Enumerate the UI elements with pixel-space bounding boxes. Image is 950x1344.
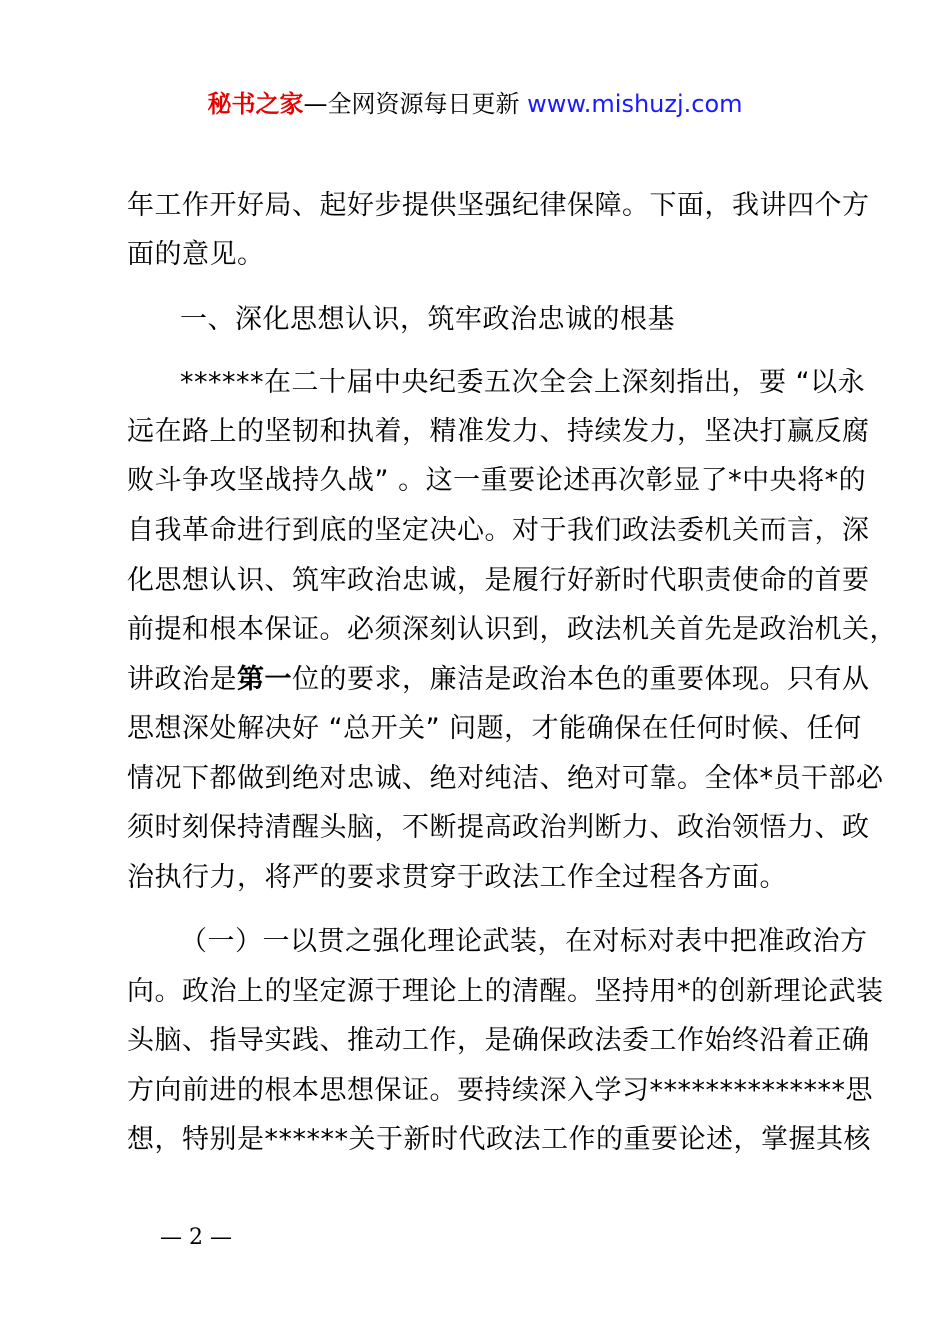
text-line: 方向前进的根本思想保证。要持续深入学习**************思 — [127, 1075, 873, 1106]
site-header — [0, 86, 950, 122]
text-line: 自我革命进行到底的坚定决心。对于我们政法委机关而言，深 — [127, 515, 870, 546]
site-url-link[interactable]: www.mishuzj.com — [527, 90, 743, 118]
text-line: 败斗争攻坚战持久战” 。这一重要论述再次彰显了*中央将*的 — [127, 465, 867, 496]
text-line: 化思想认识、筑牢政治忠诚，是履行好新时代职责使命的首要 — [127, 565, 870, 596]
site-brand: 秘书之家 — [207, 90, 304, 118]
text-line: 须时刻保持清醒头脑，不断提高政治判断力、政治领悟力、政 — [127, 812, 870, 843]
text-line: 面的意见。 — [127, 239, 265, 270]
text-line — [127, 660, 870, 700]
text-line: 前提和根本保证。必须深刻认识到，政法机关首先是政治机关， — [127, 614, 897, 645]
subsection-line: （一）一以贯之强化理论武装，在对标对表中把准政治方 — [180, 926, 868, 957]
site-tagline: —全网资源每日更新 — [303, 90, 528, 118]
text-line: 头脑、指导实践、推动工作，是确保政法委工作始终沿着正确 — [127, 1025, 870, 1056]
text-line: ******在二十届中央纪委五次全会上深刻指出，要 “以永 — [180, 367, 866, 398]
text-line: 远在路上的坚韧和执着，精准发力、持续发力，坚决打赢反腐 — [127, 416, 870, 447]
text-line: 向。政治上的坚定源于理论上的清醒。坚持用*的创新理论武装 — [127, 976, 884, 1007]
text-span: 位的要求，廉洁是政治本色的重要体现。只有从 — [292, 664, 870, 695]
text-line: 治执行力，将严的要求贯穿于政法工作全过程各方面。 — [127, 862, 787, 893]
text-line: 年工作开好局、起好步提供坚强纪律保障。下面，我讲四个方 — [127, 190, 870, 221]
text-line: 思想深处解决好 “总开关” 问题，才能确保在任何时候、任何 — [127, 713, 862, 744]
text-span: 讲政治是 — [127, 664, 237, 695]
text-line: 想，特别是******关于新时代政法工作的重要论述，掌握其核 — [127, 1124, 871, 1155]
text-line: 情况下都做到绝对忠诚、绝对纯洁、绝对可靠。全体*员干部必 — [127, 763, 884, 794]
page-number: — 2 — — [160, 1225, 232, 1250]
bold-text: 第一 — [237, 664, 292, 695]
section-heading: 一、深化思想认识，筑牢政治忠诚的根基 — [180, 304, 675, 335]
